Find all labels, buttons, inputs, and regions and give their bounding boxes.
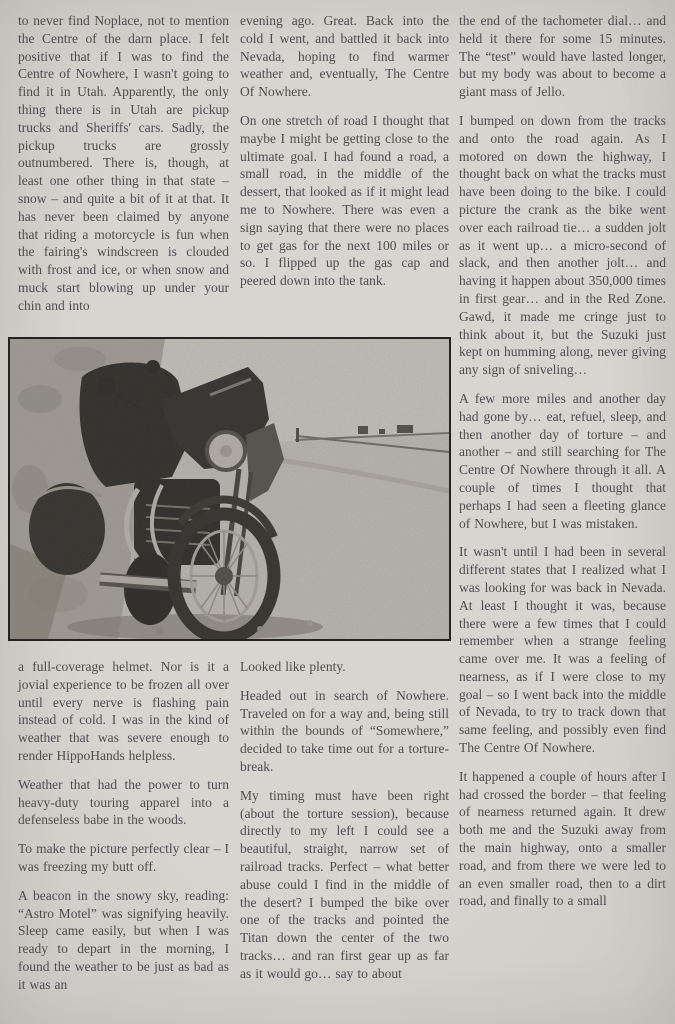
column-2-bottom [240,658,449,983]
paragraph: to never find Noplace, not to mention the Centre of the darn place. I felt positive that if I was to find the Centre of Nowhere, I wasn't going to find it in Utah. Apparently, the only thing there is in Utah are pickup trucks and Sheriffs' cars. Sadly, the pickup trucks are grossly outnumbered. There is, though, at least one other thing in that state – snow – and quite a bit of it at that. It has never been claimed by anyone that riding a motorcycle is fun when the fairing's windscreen is clouded with frost and ice, or when snow and muck start blowing up under your chin and into [18,13,229,313]
paragraph: a full-coverage helmet. Nor is it a jovial experience to be frozen all over until every nerve is flashing pain instead of cold. I was in the kind of weather that was severe enough to render HippoHands helpless. [18,659,229,763]
paragraph: Headed out in search of Nowhere. Traveled on for a way and, being still within the bounds of “Somewhere,” decided to take time out for a torture-break. [240,687,449,774]
paragraph: It wasn't until I had been in several different states that I realized what I was looking for was back in Nevada. At least I thought it was, because there were a few times that I could remember when a strange feeling came over me. It was a feeling of nearness, as if I were close to my goal – so I went back into the middle of Nevada, to try to track down that same feeling, and possibly even find The Centre Of Nowhere. [459,544,666,756]
column-2-top [240,12,449,290]
column-3 [459,12,666,910]
paragraph: Looked like plenty. [240,659,346,674]
paragraph: A beacon in the snowy sky, reading: “Astro Motel” was signifying heavily. Sleep came easily, but when I was ready to depart in the morning, I found the weather to be just as bad as it was an [18,887,229,992]
paragraph: the end of the tachometer dial… and held it there for some 15 minutes. The “test” would have lasted longer, but my body was about to become a giant mass of Jello. [459,13,666,100]
column-1-top [18,12,229,315]
paragraph: Weather that had the power to turn heavy-duty touring apparel into a defenseless babe in the woods. [18,776,229,828]
paragraph: To make the picture perfectly clear – I was freezing my butt off. [18,841,229,874]
motorcycle-photo-illustration [10,339,449,639]
paragraph: My timing must have been right (about the torture session), because directly to my left I could see a beautiful, straight, narrow set of railroad tracks. Perfect – what better abuse could I find in the middle of the desert? I bumped the bike over one of the tracks and pointed the Titan down the center of the two tracks… and ran first gear up as far as it would go… say to about [240,787,449,981]
paragraph: evening ago. Great. Back into the cold I went, and battled it back into Nevada, hoping to find warmer weather and, eventually, The Centre Of Nowhere. [240,13,449,100]
paragraph: On one stretch of road I thought that maybe I might be getting close to the ultimate goal. I had found a road, a small road, in the middle of the dessert, that looked as if it might lead me to Nowhere. There was even a sign saying that there were no places to get gas for the next 100 miles or so. I flipped up the gas cap and peered down into the tank. [240,112,449,289]
motorcycle-desert-road-photo [8,337,451,641]
paragraph: It happened a couple of hours after I had crossed the border – that feeling of nearness returned again. It drew both me and the Suzuki away from the main highway, onto a smaller road, and from there we were led to an even smaller road, then to a dirt road, and finally to a small [459,768,666,909]
column-1-bottom [18,658,229,994]
paragraph: I bumped on down from the tracks and onto the road again. As I motored on down the highway, I thought back on what the tracks must have been doing to the bike. I could picture the crank as the bike went over each railroad tie… a sudden jolt as it went up… a micro-second of slack, and then another jolt… and having it happen about 350,000 times in first gear… and in the Red Zone. Gawd, it made me cringe just to think about it, but the Suzuki just kept on humming along, never giving any sign of sniveling… [459,112,666,378]
paragraph: A few more miles and another day had gone by… eat, refuel, sleep, and then another day of torture – and another – and still searching for The Centre Of Nowhere through it all. A couple of times I thought that perhaps I had seen a fleeting glance of Nowhere, but I was mistaken. [459,390,666,531]
